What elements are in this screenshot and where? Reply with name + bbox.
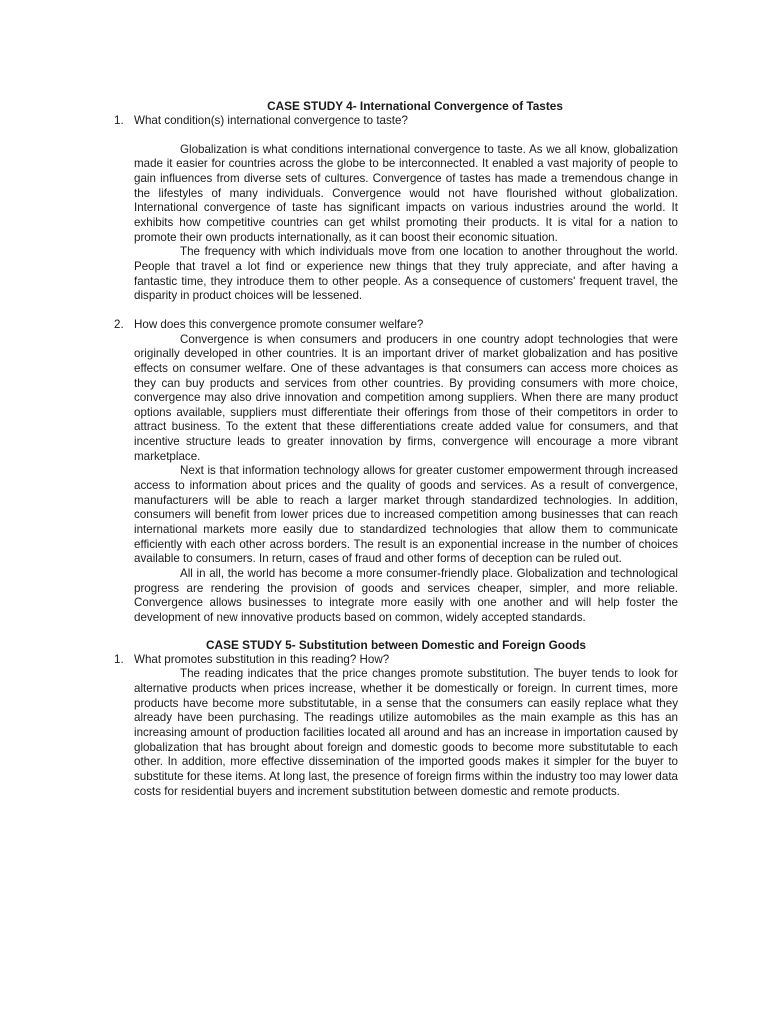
question-text: What condition(s) international convergence to taste? bbox=[134, 114, 408, 127]
answer-paragraph: The reading indicates that the price changes promote substitution. The buyer tends to look for alternative products when prices increase, whether it be domestically or foreign. In current times, more products have become more substitutable, in a sense that the consumers can easily replace what they already have been purchasing. The readings utilize automobiles as the main example as this has an increasing amount of production facilities located all around and has an increase in importation caused by globalization that has brought about foreign and domestic goods to become more substitutable to each other. In addition, more effective dissemination of the imported goods makes it simpler for the buyer to substitute for these items. At long last, the presence of foreign firms within the industry too may lower data costs for residential buyers and increment substitution between domestic and remote products. bbox=[134, 667, 678, 798]
answer-block bbox=[108, 667, 678, 799]
answer-paragraph: Convergence is when consumers and producers in one country adopt technologies that were originally developed in other countries. It is an important driver of market globalization and has positive effects on consumer welfare. One of these advantages is that consumers can access more choices as they can buy products and services from other countries. By providing consumers with more choice, convergence may also drive innovation and competition among suppliers. When there are many product options available, suppliers must differentiate their offerings from those of their competitors in order to attract business. To the extent that these differentiations create added value for consumers, and that incentive structure leads to greater innovation by firms, convergence will encourage a more vibrant marketplace. bbox=[134, 332, 678, 463]
question-item bbox=[108, 653, 678, 668]
answer-paragraph: Globalization is what conditions international convergence to taste. As we all know, globalization made it easier for countries across the globe to be interconnected. It enabled a vast majority of people to gain influences from diverse sets of cultures. Convergence of tastes has made a tremendous change in the lifestyles of many individuals. Convergence would not have flourished without globalization. International convergence of taste has significant impacts on various industries around the world. It exhibits how competitive countries can get whilst promoting their products. It is vital for a nation to promote their own products internationally, as it can boost their economic situation. bbox=[134, 142, 678, 244]
answer-paragraph: The frequency with which individuals move from one location to another throughout the world. People that travel a lot find or experience new things that they truly appreciate, and after having a fantastic time, they introduce them to other people. As a consequence of customers' frequent travel, the disparity in product choices will be lessened. bbox=[134, 245, 678, 303]
answer-block bbox=[108, 143, 678, 304]
question-number: 1. bbox=[114, 114, 124, 127]
answer-block bbox=[108, 333, 678, 626]
case-study-4-title: CASE STUDY 4- International Convergence of Tastes bbox=[267, 99, 563, 113]
answer-paragraph: Next is that information technology allows for greater customer empowerment through increased access to information about prices and the quality of goods and services. As a result of convergence, manufacturers will be able to reach a larger market through standardized technologies. In addition, consumers will benefit from lower prices due to increased competition among businesses that can reach international markets more easily due to standardized technologies that allow them to communicate efficiently with each other across borders. The result is an exponential increase in the number of choices available to consumers. In return, cases of fraud and other forms of deception can be ruled out. bbox=[134, 464, 678, 566]
question-item bbox=[108, 114, 678, 129]
question-item bbox=[108, 318, 678, 333]
answer-paragraph: All in all, the world has become a more consumer-friendly place. Globalization and technological progress are rendering the provision of goods and services cheaper, simpler, and more reliable. Convergence allows businesses to integrate more easily with one another and will help foster the development of new innovative products based on common, widely accepted standards. bbox=[134, 567, 678, 624]
question-text: What promotes substitution in this reading? How? bbox=[134, 652, 390, 666]
question-number: 1. bbox=[114, 652, 124, 666]
question-number: 2. bbox=[114, 317, 124, 331]
case-study-5-title: CASE STUDY 5- Substitution between Domestic and Foreign Goods bbox=[206, 637, 586, 652]
question-text: How does this convergence promote consumer welfare? bbox=[134, 317, 424, 331]
